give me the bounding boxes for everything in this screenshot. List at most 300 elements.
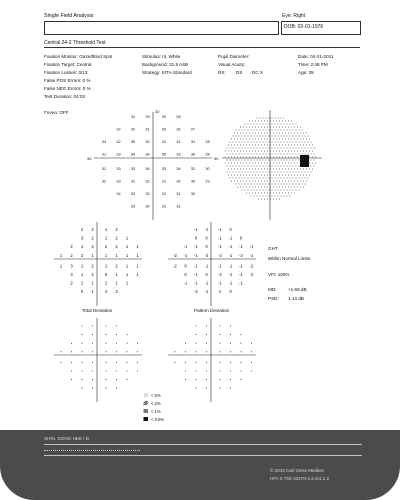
grayscale-dot <box>255 145 256 146</box>
grayscale-dot <box>303 175 304 176</box>
legend-label-05: < 0.5% <box>151 417 165 422</box>
pattern-deviation-title: Pattern Deviation <box>194 308 230 313</box>
patient-name: SHIN, DONG HEE / B <box>44 436 89 441</box>
grayscale-dot <box>273 187 274 188</box>
grayscale-dot <box>308 172 309 173</box>
grayscale-dot <box>245 130 246 131</box>
pd-value: 0 <box>205 235 208 241</box>
grayscale-dot <box>263 196 264 197</box>
grayscale-dot <box>272 196 273 197</box>
grayscale-dot <box>293 178 294 179</box>
grayscale-dot <box>297 175 298 176</box>
grayscale-dot <box>234 175 235 176</box>
grayscale-dot <box>249 187 250 188</box>
grayscale-dot <box>245 160 246 161</box>
grayscale-dot <box>290 130 291 131</box>
td-prob-symbol <box>116 343 117 344</box>
grayscale-dot <box>291 139 292 140</box>
pd-value: -1 <box>204 289 209 295</box>
grayscale-dot <box>257 124 258 125</box>
grayscale-dot <box>278 172 279 173</box>
grayscale-dot <box>302 178 303 179</box>
pd-value: -1 <box>204 227 209 232</box>
pd-prob-symbol <box>195 334 196 335</box>
grayscale-dot <box>308 154 309 155</box>
pd-prob-symbol <box>219 334 220 335</box>
grayscale-dot <box>230 172 231 173</box>
grayscale-dot <box>276 145 277 146</box>
grayscale-dot <box>305 172 306 173</box>
legend-symbol-5 <box>145 394 148 397</box>
header-divider <box>44 47 360 48</box>
grayscale-dot <box>228 145 229 146</box>
grayscale-dot <box>287 124 288 125</box>
grayscale-dot <box>260 148 261 149</box>
pd-value: -1 <box>228 263 233 269</box>
pd-value: -1 <box>239 280 243 286</box>
td-value: 3 <box>80 235 84 241</box>
grayscale-dot <box>248 172 249 173</box>
td-prob-symbol <box>116 362 117 363</box>
grayscale-dot <box>281 172 282 173</box>
pd-value: 0 <box>229 227 232 232</box>
grayscale-dot <box>291 163 292 164</box>
grayscale-dot <box>285 151 286 152</box>
grayscale-dot <box>284 178 285 179</box>
grayscale-dot <box>266 178 267 179</box>
grayscale-dot <box>246 139 247 140</box>
grayscale-dot <box>272 172 273 173</box>
grayscale-dot <box>264 127 265 128</box>
grayscale-dot <box>302 142 303 143</box>
grayscale-dot <box>239 136 240 137</box>
grayscale-dot <box>305 136 306 137</box>
grayscale-dot <box>225 163 226 164</box>
td-value: 2 <box>115 263 118 269</box>
pd-value: -2 <box>239 252 243 258</box>
grayscale-dot <box>266 166 267 167</box>
grayscale-dot <box>299 190 300 191</box>
grayscale-dot <box>284 190 285 191</box>
td-value: 1 <box>104 252 108 258</box>
td-prob-symbol <box>92 334 93 335</box>
grayscale-dot <box>309 163 310 164</box>
grayscale-dot <box>299 136 300 137</box>
grayscale-dot <box>303 145 304 146</box>
grayscale-dot <box>260 142 261 143</box>
grayscale-dot <box>255 139 256 140</box>
vfi-value: VFI: 100% <box>268 272 290 277</box>
grayscale-dot <box>252 169 253 170</box>
grayscale-dot <box>266 118 267 119</box>
grayscale-dot <box>279 151 280 152</box>
grayscale-dot <box>296 136 297 137</box>
grayscale-dot <box>273 145 274 146</box>
td-value: 1 <box>80 280 84 286</box>
pd-prob-symbol <box>195 362 196 363</box>
threshold-value: 31 <box>161 204 167 209</box>
grayscale-dot <box>275 130 276 131</box>
grayscale-dot <box>227 172 228 173</box>
pd-prob-symbol <box>206 334 207 335</box>
grayscale-dot <box>288 175 289 176</box>
td-prob-symbol <box>116 334 117 335</box>
grayscale-dot <box>312 163 313 164</box>
grayscale-dot <box>239 142 240 143</box>
grayscale-dot <box>233 166 234 167</box>
td-value: 1 <box>104 235 108 241</box>
grayscale-dot <box>266 124 267 125</box>
grayscale-dot <box>312 145 313 146</box>
grayscale-dot <box>312 169 313 170</box>
grayscale-dot <box>257 178 258 179</box>
grayscale-dot <box>227 154 228 155</box>
threshold-value: 34 <box>145 167 150 171</box>
grayscale-dot <box>260 130 261 131</box>
grayscale-dot <box>237 169 238 170</box>
pd-prob-symbol <box>251 362 252 363</box>
grayscale-dot <box>257 154 258 155</box>
grayscale-dot <box>278 190 279 191</box>
grayscale-dot <box>254 148 255 149</box>
pd-prob-symbol <box>206 362 207 363</box>
grayscale-dot <box>242 154 243 155</box>
grayscale-dot <box>306 169 307 170</box>
grayscale-dot <box>293 166 294 167</box>
pd-prob-symbol <box>206 388 207 389</box>
grayscale-dot <box>254 142 255 143</box>
pd-prob-symbol <box>251 351 252 352</box>
grayscale-dot <box>282 121 283 122</box>
grayscale-dot <box>315 157 316 158</box>
grayscale-dot <box>296 166 297 167</box>
grayscale-dot <box>243 127 244 128</box>
dob-label: DOB: 02-01-1976 <box>284 24 324 30</box>
grayscale-dot <box>275 166 276 167</box>
grayscale-dot <box>230 160 231 161</box>
grayscale-dot <box>282 175 283 176</box>
grayscale-dot <box>276 139 277 140</box>
grayscale-dot <box>275 184 276 185</box>
grayscale-dot <box>285 193 286 194</box>
grayscale-dot <box>300 181 301 182</box>
grayscale-dot <box>294 163 295 164</box>
grayscale-dot <box>261 163 262 164</box>
pd-value: -1 <box>218 280 222 286</box>
pd-prob-symbol <box>219 343 220 344</box>
grayscale-dot <box>297 157 298 158</box>
grayscale-dot <box>240 175 241 176</box>
grayscale-dot <box>278 148 279 149</box>
grayscale-dot <box>231 151 232 152</box>
grayscale-dot <box>261 187 262 188</box>
grayscale-dot <box>266 172 267 173</box>
grayscale-dot <box>254 130 255 131</box>
grayscale-dot <box>278 166 279 167</box>
grayscale-dot <box>234 163 235 164</box>
grayscale-dot <box>285 181 286 182</box>
grayscale-dot <box>240 127 241 128</box>
grayscale-dot <box>258 145 259 146</box>
td-value: 1 <box>125 272 129 277</box>
td-prob-symbol <box>92 351 93 352</box>
td-value: 1 <box>115 272 118 277</box>
td-value: 1 <box>136 244 139 250</box>
grayscale-dot <box>230 142 231 143</box>
grayscale-dot <box>260 154 261 155</box>
grayscale-dot <box>279 121 280 122</box>
grayscale-dot <box>237 181 238 182</box>
grayscale-dot <box>285 169 286 170</box>
grayscale-dot <box>314 148 315 149</box>
grayscale-dot <box>248 130 249 131</box>
grayscale-dot <box>282 127 283 128</box>
grayscale-dot <box>275 154 276 155</box>
grayscale-dot <box>246 169 247 170</box>
grayscale-dot <box>269 172 270 173</box>
patient-name-box <box>44 21 279 35</box>
grayscale-dot <box>311 154 312 155</box>
grayscale-dot <box>261 193 262 194</box>
pd-value: -1 <box>249 252 254 258</box>
td-value: 1 <box>125 235 129 241</box>
grayscale-dot <box>282 139 283 140</box>
grayscale-dot <box>269 190 270 191</box>
threshold-value: 34 <box>130 152 136 157</box>
grayscale-dot <box>269 142 270 143</box>
pd-prob-symbol <box>230 379 231 380</box>
grayscale-dot <box>251 166 252 167</box>
grayscale-dot <box>243 181 244 182</box>
grayscale-dot <box>254 160 255 161</box>
grayscale-dot <box>233 142 234 143</box>
td-prob-symbol <box>92 388 93 389</box>
pd-prob-symbol <box>240 370 241 371</box>
grayscale-dot <box>230 148 231 149</box>
grayscale-dot <box>231 145 232 146</box>
rx-dc-label: DC X <box>252 70 263 75</box>
td-prob-symbol <box>60 362 61 363</box>
grayscale-dot <box>258 169 259 170</box>
grayscale-dot <box>278 184 279 185</box>
grayscale-dot <box>275 178 276 179</box>
grayscale-dot <box>248 142 249 143</box>
pd-prob-symbol <box>240 343 241 344</box>
td-prob-symbol <box>60 351 61 352</box>
grayscale-dot <box>272 184 273 185</box>
pd-prob-symbol <box>185 370 186 371</box>
grayscale-dot <box>264 199 265 200</box>
grayscale-dot <box>267 133 268 134</box>
grayscale-dot <box>258 157 259 158</box>
grayscale-dot <box>234 139 235 140</box>
grayscale-dot <box>279 145 280 146</box>
psd-value: 1.13 dB <box>288 296 304 301</box>
grayscale-dot <box>311 166 312 167</box>
threshold-value: 34 <box>145 152 150 157</box>
grayscale-dot <box>258 121 259 122</box>
grayscale-dot <box>260 196 261 197</box>
md-value: +1.69 dB <box>288 287 307 292</box>
grayscale-dot <box>225 151 226 152</box>
td-value: 1 <box>136 252 139 258</box>
pd-value: -1 <box>183 252 188 258</box>
grayscale-dot <box>245 142 246 143</box>
grayscale-dot <box>245 166 246 167</box>
grayscale-dot <box>287 166 288 167</box>
grayscale-dot <box>240 145 241 146</box>
grayscale-dot <box>308 136 309 137</box>
grayscale-dot <box>264 139 265 140</box>
pd-prob-symbol <box>195 343 196 344</box>
grayscale-dot <box>261 127 262 128</box>
td-prob-symbol <box>116 379 117 380</box>
grayscale-dot <box>257 190 258 191</box>
pd-prob-symbol <box>240 379 241 380</box>
grayscale-dot <box>308 142 309 143</box>
td-value: 3 <box>115 289 118 295</box>
grayscale-dot <box>239 148 240 149</box>
grayscale-dot <box>260 184 261 185</box>
grayscale-dot <box>243 169 244 170</box>
grayscale-dot <box>252 121 253 122</box>
grayscale-dot <box>291 181 292 182</box>
td-value: 2 <box>80 227 84 232</box>
grayscale-dot <box>236 130 237 131</box>
grayscale-dot <box>260 160 261 161</box>
pd-prob-symbol <box>230 334 231 335</box>
grayscale-dot <box>236 172 237 173</box>
grayscale-dot <box>294 151 295 152</box>
grayscale-dot <box>249 121 250 122</box>
pd-prob-symbol <box>230 370 231 371</box>
grayscale-dot <box>236 154 237 155</box>
grayscale-dot <box>311 142 312 143</box>
grayscale-dot <box>261 151 262 152</box>
td-prob-symbol <box>126 334 127 335</box>
td-prob-symbol <box>105 351 106 352</box>
grayscale-dot <box>267 199 268 200</box>
grayscale-dot <box>249 157 250 158</box>
grayscale-dot <box>279 157 280 158</box>
grayscale-dot <box>308 148 309 149</box>
td-prob-symbol <box>81 362 82 363</box>
grayscale-dot <box>236 142 237 143</box>
grayscale-dot <box>309 145 310 146</box>
pd-prob-symbol <box>219 388 220 389</box>
grayscale-dot <box>254 196 255 197</box>
legend-symbol-1 <box>144 409 149 413</box>
grayscale-dot <box>303 169 304 170</box>
grayscale-dot <box>266 148 267 149</box>
grayscale-dot <box>309 151 310 152</box>
grayscale-dot <box>288 193 289 194</box>
grayscale-dot <box>311 172 312 173</box>
grayscale-dot <box>293 154 294 155</box>
grayscale-dot <box>251 124 252 125</box>
grayscale-dot <box>266 154 267 155</box>
grayscale-dot <box>297 169 298 170</box>
grayscale-dot <box>234 133 235 134</box>
threshold-value: 32 <box>116 140 121 144</box>
pd-prob-symbol <box>195 351 196 352</box>
grayscale-dot <box>251 190 252 191</box>
threshold-value: 33 <box>145 192 150 196</box>
grayscale-dot <box>263 130 264 131</box>
pd-prob-symbol <box>219 351 220 352</box>
grayscale-dot <box>290 184 291 185</box>
td-prob-symbol <box>81 351 82 352</box>
grayscale-dot <box>248 178 249 179</box>
grayscale-dot <box>281 136 282 137</box>
td-prob-symbol <box>92 325 93 326</box>
pd-values <box>173 227 254 294</box>
grayscale-dot <box>281 130 282 131</box>
grayscale-dot <box>246 145 247 146</box>
td-prob-symbol <box>71 343 72 344</box>
grayscale-dot <box>249 181 250 182</box>
grayscale-dot <box>284 154 285 155</box>
grayscale-dot <box>296 184 297 185</box>
pupil-diameter-label: Pupil Diameter: <box>218 54 250 59</box>
td-prob-symbol <box>105 362 106 363</box>
pd-prob-symbol <box>185 362 186 363</box>
pd-value: -2 <box>218 272 222 277</box>
threshold-value: 33 <box>130 204 136 209</box>
grayscale-dot <box>300 169 301 170</box>
grayscale-dot <box>272 142 273 143</box>
grayscale-dot <box>273 157 274 158</box>
grayscale-dot <box>294 157 295 158</box>
grayscale-dot <box>278 196 279 197</box>
grayscale-dot <box>275 124 276 125</box>
grayscale-dot <box>291 127 292 128</box>
td-value: 1 <box>125 263 129 269</box>
grayscale-dot <box>276 193 277 194</box>
footer-divider-2 <box>44 455 362 456</box>
grayscale-dot <box>243 157 244 158</box>
threshold-values <box>102 115 210 209</box>
grayscale-dot <box>278 136 279 137</box>
grayscale-dot <box>290 148 291 149</box>
pd-prob-symbol <box>206 370 207 371</box>
grayscale-dot <box>239 154 240 155</box>
grayscale-dot <box>257 166 258 167</box>
test-date: Date: 04-21-2011 <box>298 54 334 59</box>
grayscale-dot <box>249 139 250 140</box>
grayscale-dot <box>273 199 274 200</box>
threshold-value: 30 <box>205 167 210 171</box>
grayscale-dot <box>263 118 264 119</box>
grayscale-dot <box>240 157 241 158</box>
grayscale-dot <box>273 181 274 182</box>
rx-label: RX: <box>218 70 226 75</box>
ght-value: Within Normal Limits <box>268 256 311 261</box>
grayscale-dot <box>305 184 306 185</box>
grayscale-dot <box>293 160 294 161</box>
threshold-value: 31 <box>101 152 107 157</box>
grayscale-dot <box>290 196 291 197</box>
grayscale-dot <box>245 172 246 173</box>
grayscale-dot <box>306 145 307 146</box>
grayscale-dot <box>254 178 255 179</box>
grayscale-dot <box>251 142 252 143</box>
grayscale-dot <box>309 139 310 140</box>
strategy: Strategy: SITA-Standard <box>142 70 192 75</box>
grayscale-dot <box>275 148 276 149</box>
grayscale-dot <box>231 175 232 176</box>
grayscale-dot <box>254 154 255 155</box>
